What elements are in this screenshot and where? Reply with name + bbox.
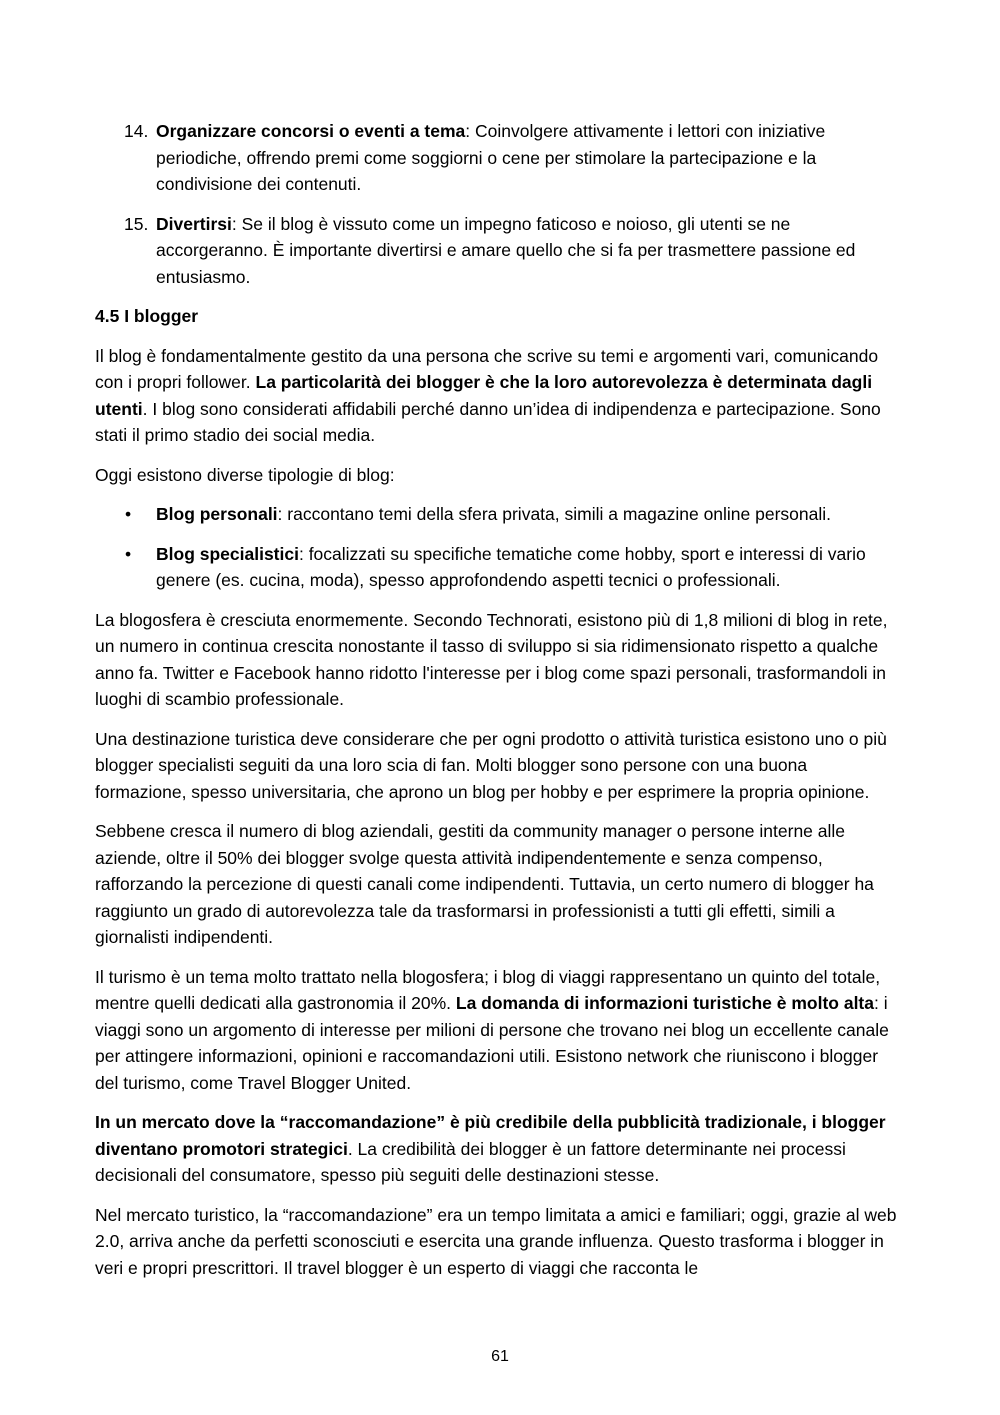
paragraph [95, 964, 903, 1097]
bullet-icon: • [125, 504, 132, 524]
list-item-title: Divertirsi [156, 213, 232, 234]
paragraph-text: Il blog è fondamentalmente gestito da una persona che scrive su temi e argomenti vari, comunicando con i propri follower. [95, 345, 879, 392]
paragraph: Oggi esistono diverse tipologie di blog: [95, 464, 395, 485]
list-item-text: : focalizzati su specifiche tematiche come hobby, sport e interessi di vario genere (es. cucina, moda), spesso approfondendo aspetti tecnici o professionali. [156, 543, 866, 590]
list-item-text: : raccontano temi della sfera privata, simili a magazine online personali. [277, 504, 832, 524]
paragraph: Una destinazione turistica deve considerare che per ogni prodotto o attività turistica esistono uno o più blogger specialisti seguiti da una loro scia di fan. Molti blogger sono persone con una buona formazione, spesso universitaria, che aprono un blog per hobby e per esprimere la propria opinione. [95, 728, 887, 802]
paragraph-text: . I blog sono considerati affidabili perché danno un’idea di indipendenza e partecipazione. Sono stati il primo stadio dei social media. [95, 398, 881, 445]
paragraph-text: . La credibilità dei blogger è un fattore determinante nei processi decisionali del consumatore, spesso più seguiti delle destinazioni stesse. [95, 1138, 846, 1185]
list-item [95, 501, 903, 528]
section-heading: 4.5 I blogger [95, 306, 199, 326]
paragraph: La blogosfera è cresciuta enormemente. Secondo Technorati, esistono più di 1,8 milioni di blog in rete, un numero in continua crescita nonostante il tasso di sviluppo si sia ridimensionato rispetto a qualche anno fa. Twitter e Facebook hanno ridotto l'interesse per i blog come spazi personali, trasformandoli in luoghi di scambio professionale. [95, 609, 888, 709]
paragraph [95, 343, 903, 449]
list-item [95, 211, 903, 291]
paragraph-bold-text: La domanda di informazioni turistiche è molto alta [455, 993, 874, 1013]
numbered-list [95, 118, 903, 290]
paragraph-bold-text: In un mercato dove la “raccomandazione” è più credibile della pubblicità tradizionale, i blogger diventano promotori strategici [95, 1112, 886, 1159]
page-number: 61 [491, 1348, 509, 1365]
paragraph-text: : i viaggi sono un argomento di interesse per milioni di persone che trovano nei blog un eccellente canale per attingere informazioni, opinioni e raccomandazioni utili. Esistono network che riuniscono i blogger del turismo, come Travel Blogger United. [95, 993, 889, 1093]
list-number: 14. [124, 121, 149, 141]
paragraph [95, 1109, 903, 1189]
list-item-title: Organizzare concorsi o eventi a tema [156, 121, 466, 141]
paragraph: Nel mercato turistico, la “raccomandazione” era un tempo limitata a amici e familiari; oggi, grazie al web 2.0, arriva anche da perfetti sconosciuti e esercita una grande influenza. Questo trasforma i blogger in veri e propri prescrittori. Il travel blogger è un esperto di viaggi che racconta le [95, 1204, 897, 1278]
paragraph-bold-text: La particolarità dei blogger è che la loro autorevolezza è determinata dagli utenti [95, 372, 873, 419]
paragraph: Sebbene cresca il numero di blog aziendali, gestiti da community manager o persone interne alle aziende, oltre il 50% dei blogger svolge questa attività indipendentemente e senza compenso, rafforzando la percezione di questi canali come indipendenti. Tuttavia, un certo numero di blogger ha raggiunto un grado di autorevolezza tale da trasformarsi in professionisti a tutti gli effetti, simili a giornalisti indipendenti. [95, 821, 874, 947]
list-item-text: : Coinvolgere attivamente i lettori con iniziative periodiche, offrendo premi come soggiorni o cene per stimolare la partecipazione e la condivisione dei contenuti. [156, 121, 826, 194]
list-item-title: Blog specialistici [156, 543, 299, 564]
bullet-list [95, 501, 903, 594]
paragraph-text: Il turismo è un tema molto trattato nella blogosfera; i blog di viaggi rappresentano un quinto del totale, mentre quelli dedicati alla gastronomia il 20%. [95, 966, 881, 1013]
list-item-text: : Se il blog è vissuto come un impegno faticoso e noioso, gli utenti se ne accorgeranno. È importante divertirsi e amare quello che si fa per trasmettere passione ed entusiasmo. [156, 213, 856, 287]
list-item [95, 541, 903, 594]
list-item [95, 118, 903, 198]
bullet-icon: • [125, 543, 132, 564]
document-page [95, 118, 903, 1294]
list-item-title: Blog personali [156, 504, 278, 524]
list-number: 15. [124, 213, 149, 234]
